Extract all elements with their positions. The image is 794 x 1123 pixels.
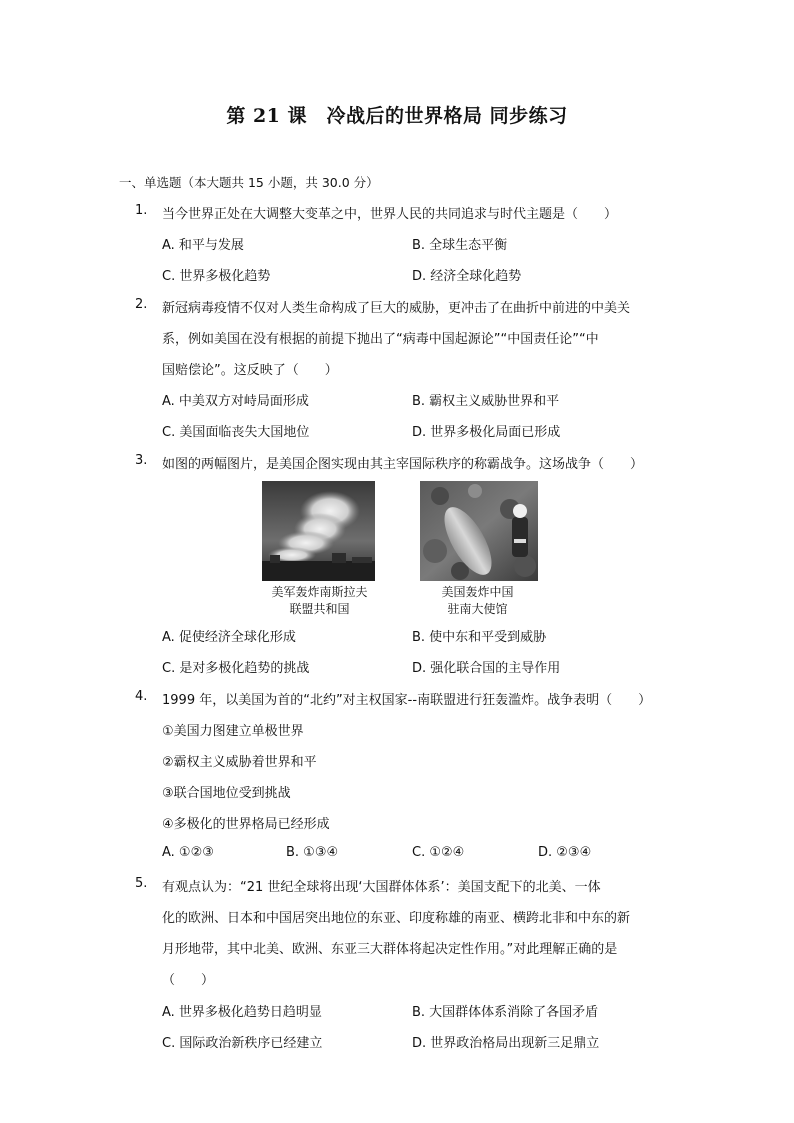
caption-photo-2-line-2: 驻南大使馆 — [447, 602, 508, 616]
question-4-statement-3: ③联合国地位受到挑战 — [162, 786, 291, 801]
question-4-option-a[interactable]: A. ①②③ — [162, 845, 214, 860]
question-2-stem-line-1: 新冠病毒疫情不仅对人类生命构成了巨大的威胁，更冲击了在曲折中前进的中美关 — [162, 301, 631, 316]
question-4-number: 4. — [135, 689, 148, 704]
question-2-stem-line-3: 国赔偿论”。这反映了（ ） — [162, 363, 338, 378]
question-1-stem: 当今世界正处在大调整大变革之中，世界人民的共同追求与时代主题是（ ） — [162, 207, 618, 222]
question-1-option-a[interactable]: A. 和平与发展 — [162, 238, 244, 253]
question-2-option-d[interactable]: D. 世界多极化局面已形成 — [412, 425, 561, 440]
question-4-option-b[interactable]: B. ①③④ — [286, 845, 339, 860]
question-3-option-c[interactable]: C. 是对多极化趋势的挑战 — [162, 661, 310, 676]
photo-bombing-embassy — [420, 481, 538, 581]
question-1-option-c[interactable]: C. 世界多极化趋势 — [162, 269, 271, 284]
question-2-option-c[interactable]: C. 美国面临丧失大国地位 — [162, 425, 310, 440]
question-5-stem-line-3: 月形地带，其中北美、欧洲、东亚三大群体将起决定性作用。”对此理解正确的是 — [162, 942, 618, 957]
question-4-stem: 1999 年，以美国为首的“北约”对主权国家--南联盟进行狂轰滥炸。战争表明（ ） — [162, 693, 652, 708]
caption-photo-2 — [405, 584, 550, 618]
question-4-statement-4: ④多极化的世界格局已经形成 — [162, 817, 330, 832]
question-4-option-c[interactable]: C. ①②④ — [412, 845, 465, 860]
question-1-number: 1. — [135, 203, 148, 218]
question-2-stem-line-2: 系，例如美国在没有根据的前提下抛出了“病毒中国起源论”“中国责任论”“中 — [162, 332, 599, 347]
section-heading: 一、单选题（本大题共 15 小题，共 30.0 分） — [119, 175, 379, 190]
question-2-option-b[interactable]: B. 霸权主义威胁世界和平 — [412, 394, 560, 409]
question-3-option-b[interactable]: B. 使中东和平受到威胁 — [412, 630, 547, 645]
question-4-statement-2: ②霸权主义威胁着世界和平 — [162, 755, 317, 770]
page-title: 第 21 课 冷战后的世界格局 同步练习 — [226, 105, 568, 127]
question-5-option-a[interactable]: A. 世界多极化趋势日趋明显 — [162, 1005, 322, 1020]
caption-photo-2-line-1: 美国轰炸中国 — [441, 585, 514, 599]
caption-photo-1 — [252, 584, 387, 618]
caption-photo-1-line-1: 美军轰炸南斯拉夫 — [271, 585, 368, 599]
question-1-option-d[interactable]: D. 经济全球化趋势 — [412, 269, 522, 284]
question-5-stem-line-4: （ ） — [162, 973, 215, 988]
question-5-option-c[interactable]: C. 国际政治新秩序已经建立 — [162, 1036, 323, 1051]
question-5-stem-line-2: 化的欧洲、日本和中国居突出地位的东亚、印度称雄的南亚、横跨北非和中东的新 — [162, 911, 631, 926]
question-3-option-a[interactable]: A. 促使经济全球化形成 — [162, 630, 296, 645]
photo-bombing-yugoslavia — [262, 481, 375, 581]
question-5-option-b[interactable]: B. 大国群体体系消除了各国矛盾 — [412, 1005, 599, 1020]
question-2-option-a[interactable]: A. 中美双方对峙局面形成 — [162, 394, 309, 409]
question-5-option-d[interactable]: D. 世界政治格局出现新三足鼎立 — [412, 1036, 600, 1051]
question-3-option-d[interactable]: D. 强化联合国的主导作用 — [412, 661, 561, 676]
question-5-stem-line-1: 有观点认为：“21 世纪全球将出现‘大国群体体系’：美国支配下的北美、一体 — [162, 880, 601, 895]
question-5-number: 5. — [135, 876, 148, 891]
question-3-stem: 如图的两幅图片，是美国企图实现由其主宰国际秩序的称霸战争。这场战争（ ） — [162, 457, 644, 472]
question-1-option-b[interactable]: B. 全球生态平衡 — [412, 238, 508, 253]
question-4-option-d[interactable]: D. ②③④ — [538, 845, 592, 860]
question-3-number: 3. — [135, 453, 148, 468]
caption-photo-1-line-2: 联盟共和国 — [289, 602, 350, 616]
question-2-number: 2. — [135, 297, 148, 312]
question-4-statement-1: ①美国力图建立单极世界 — [162, 724, 304, 739]
